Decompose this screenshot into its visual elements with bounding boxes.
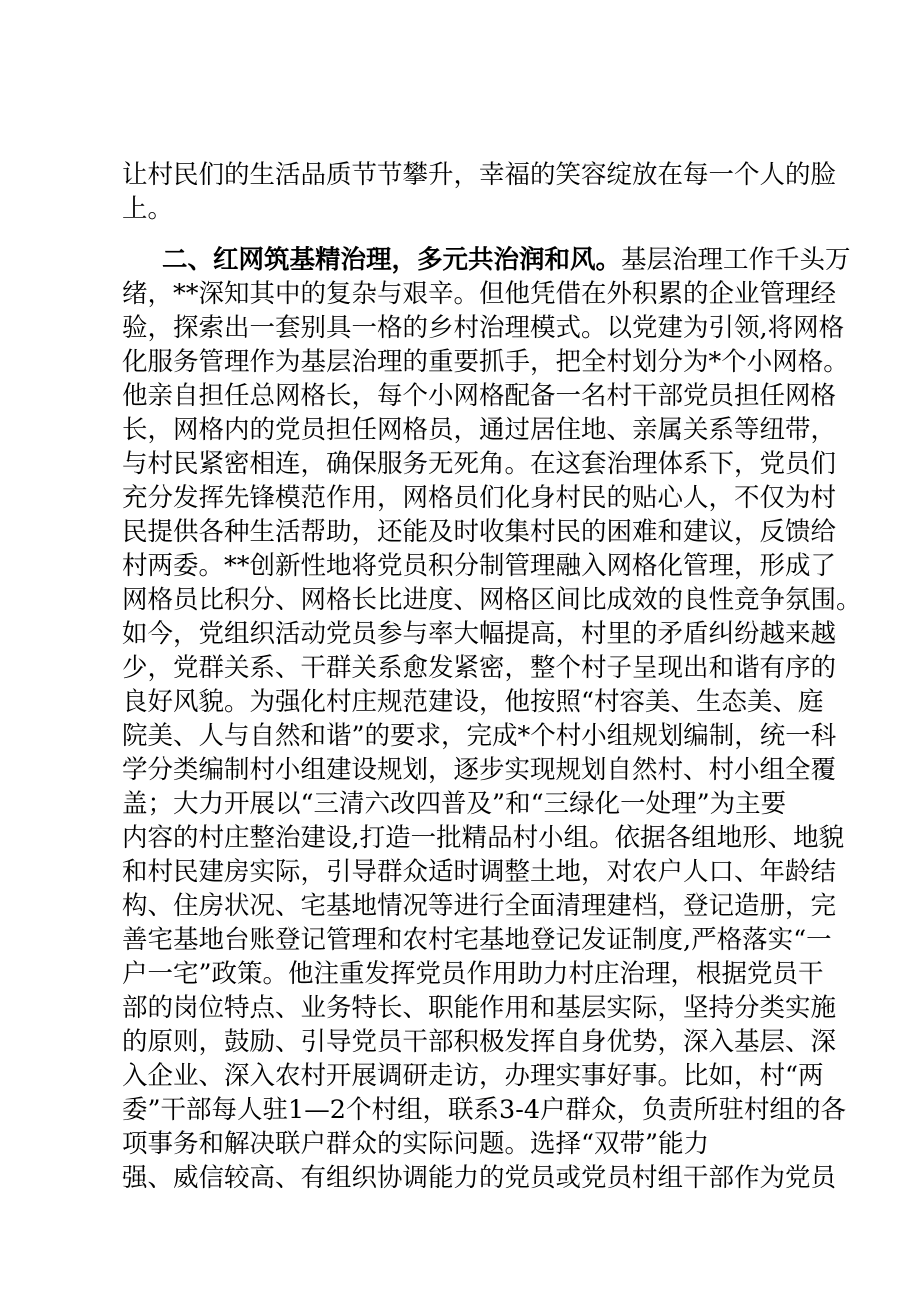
text-line: 的原则，鼓励、引导党员干部积极发挥自身优势，深入基层、深 [122, 1027, 837, 1057]
text-line: 与村民紧密相连，确保服务无死角。在这套治理体系下，党员们 [122, 449, 837, 479]
text-line: 上。 [122, 194, 174, 224]
text-line: 村两委。**创新性地将党员积分制管理融入网格化管理，形成了 [122, 551, 837, 581]
section-first-line-text: 基层治理工作千头万 [621, 245, 851, 275]
text-line: 委”干部每人驻1—2个村组，联系3-4户群众，负责所驻村组的各 [122, 1095, 847, 1125]
section-heading: 二、红网筑基精治理，多元共治润和风。 [162, 245, 622, 275]
text-line: 良好风貌。为强化村庄规范建设，他按照“村容美、生态美、庭 [122, 687, 824, 717]
text-line: 他亲自担任总网格长，每个小网格配备一名村干部党员担任网格 [122, 381, 837, 411]
text-line: 长，网格内的党员担任网格员，通过居住地、亲属关系等纽带， [122, 415, 837, 445]
text-line: 让村民们的生活品质节节攀升，幸福的笑容绽放在每一个人的脸 [122, 160, 837, 190]
text-line: 和村民建房实际，引导群众适时调整土地，对农户人口、年龄结 [122, 857, 837, 887]
text-line: 民提供各种生活帮助，还能及时收集村民的困难和建议，反馈给 [122, 517, 837, 547]
text-line: 构、住房状况、宅基地情况等进行全面清理建档，登记造册，完 [122, 891, 837, 921]
text-line: 部的岗位特点、业务特长、职能作用和基层实际，坚持分类实施 [122, 993, 837, 1023]
text-line: 网格员比积分、网格长比进度、网格区间比成效的良性竞争氛围。 [122, 585, 862, 615]
text-line: 绪，**深知其中的复杂与艰辛。但他凭借在外积累的企业管理经 [122, 279, 837, 309]
text-line: 化服务管理作为基层治理的重要抓手，把全村划分为*个小网格。 [122, 347, 849, 377]
paragraph-section-two [122, 243, 862, 1195]
text-line: 内容的村庄整治建设,打造一批精品村小组。依据各组地形、地貌 [122, 823, 845, 853]
text-line: 户一宅”政策。他注重发挥党员作用助力村庄治理，根据党员干 [122, 959, 824, 989]
paragraph-continuation [122, 158, 837, 226]
text-line: 如今，党组织活动党员参与率大幅提高，村里的矛盾纠纷越来越 [122, 619, 837, 649]
text-line: 入企业、深入农村开展调研走访，办理实事好事。比如，村“两 [122, 1061, 824, 1091]
text-line: 学分类编制村小组建设规划，逐步实现规划自然村、村小组全覆 [122, 755, 837, 785]
text-line: 善宅基地台账登记管理和农村宅基地登记发证制度,严格落实“一 [122, 925, 832, 955]
text-line: 充分发挥先锋模范作用，网格员们化身村民的贴心人，不仅为村 [122, 483, 837, 513]
text-line: 院美、人与自然和谐”的要求，完成*个村小组规划编制，统一科 [122, 721, 837, 751]
text-line: 盖；大力开展以“三清六改四普及”和“三绿化一处理”为主要 [122, 789, 787, 819]
text-line: 少，党群关系、干群关系愈发紧密，整个村子呈现出和谐有序的 [122, 653, 837, 683]
section-first-line [122, 243, 851, 277]
text-line: 项事务和解决联户群众的实际问题。选择“双带”能力 [122, 1129, 710, 1159]
text-line: 验，探索出一套别具一格的乡村治理模式。以党建为引领,将网格 [122, 313, 845, 343]
text-line: 强、威信较高、有组织协调能力的党员或党员村组干部作为党员 [122, 1163, 837, 1193]
